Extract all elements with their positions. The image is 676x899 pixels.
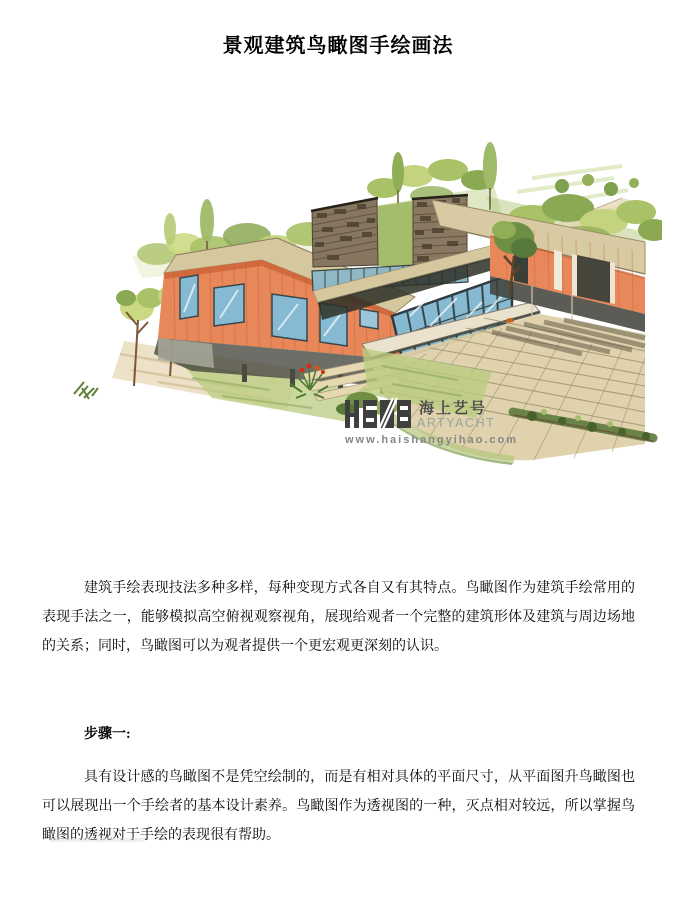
birdseye-illustration bbox=[62, 126, 662, 516]
page-title: 景观建筑鸟瞰图手绘画法 bbox=[222, 35, 454, 57]
faint-artifact bbox=[50, 838, 145, 842]
watermark-brand-cn: 海上艺号 bbox=[419, 400, 488, 417]
illustration-svg bbox=[62, 126, 662, 516]
stone-tower-left bbox=[311, 198, 378, 267]
watermark-brand-en: ARTYACHT bbox=[417, 416, 496, 430]
watermark-url: www.haishangyihao.com bbox=[345, 434, 519, 446]
paragraph-step1: 具有设计感的鸟瞰图不是凭空绘制的，而是有相对具体的平面尺寸，从平面图升鸟瞰图也可以展现出一个手绘者的基本设计素养。鸟瞰图作为透视图的一种，灭点相对较远，所以掌握鸟瞰图的透视对于手绘的表现很有帮助。 bbox=[42, 770, 635, 843]
paragraph-intro: 建筑手绘表现技法多种多样，每种变现方式各自又有其特点。鸟瞰图作为建筑手绘常用的表现手法之一，能够模拟高空俯视观察视角，展现给观者一个完整的建筑形体及建筑与周边场地的关系；同时，鸟瞰图可以为观者提供一个更宏观更深刻的认识。 bbox=[42, 581, 635, 654]
step1-heading: 步骤一: bbox=[84, 727, 131, 742]
